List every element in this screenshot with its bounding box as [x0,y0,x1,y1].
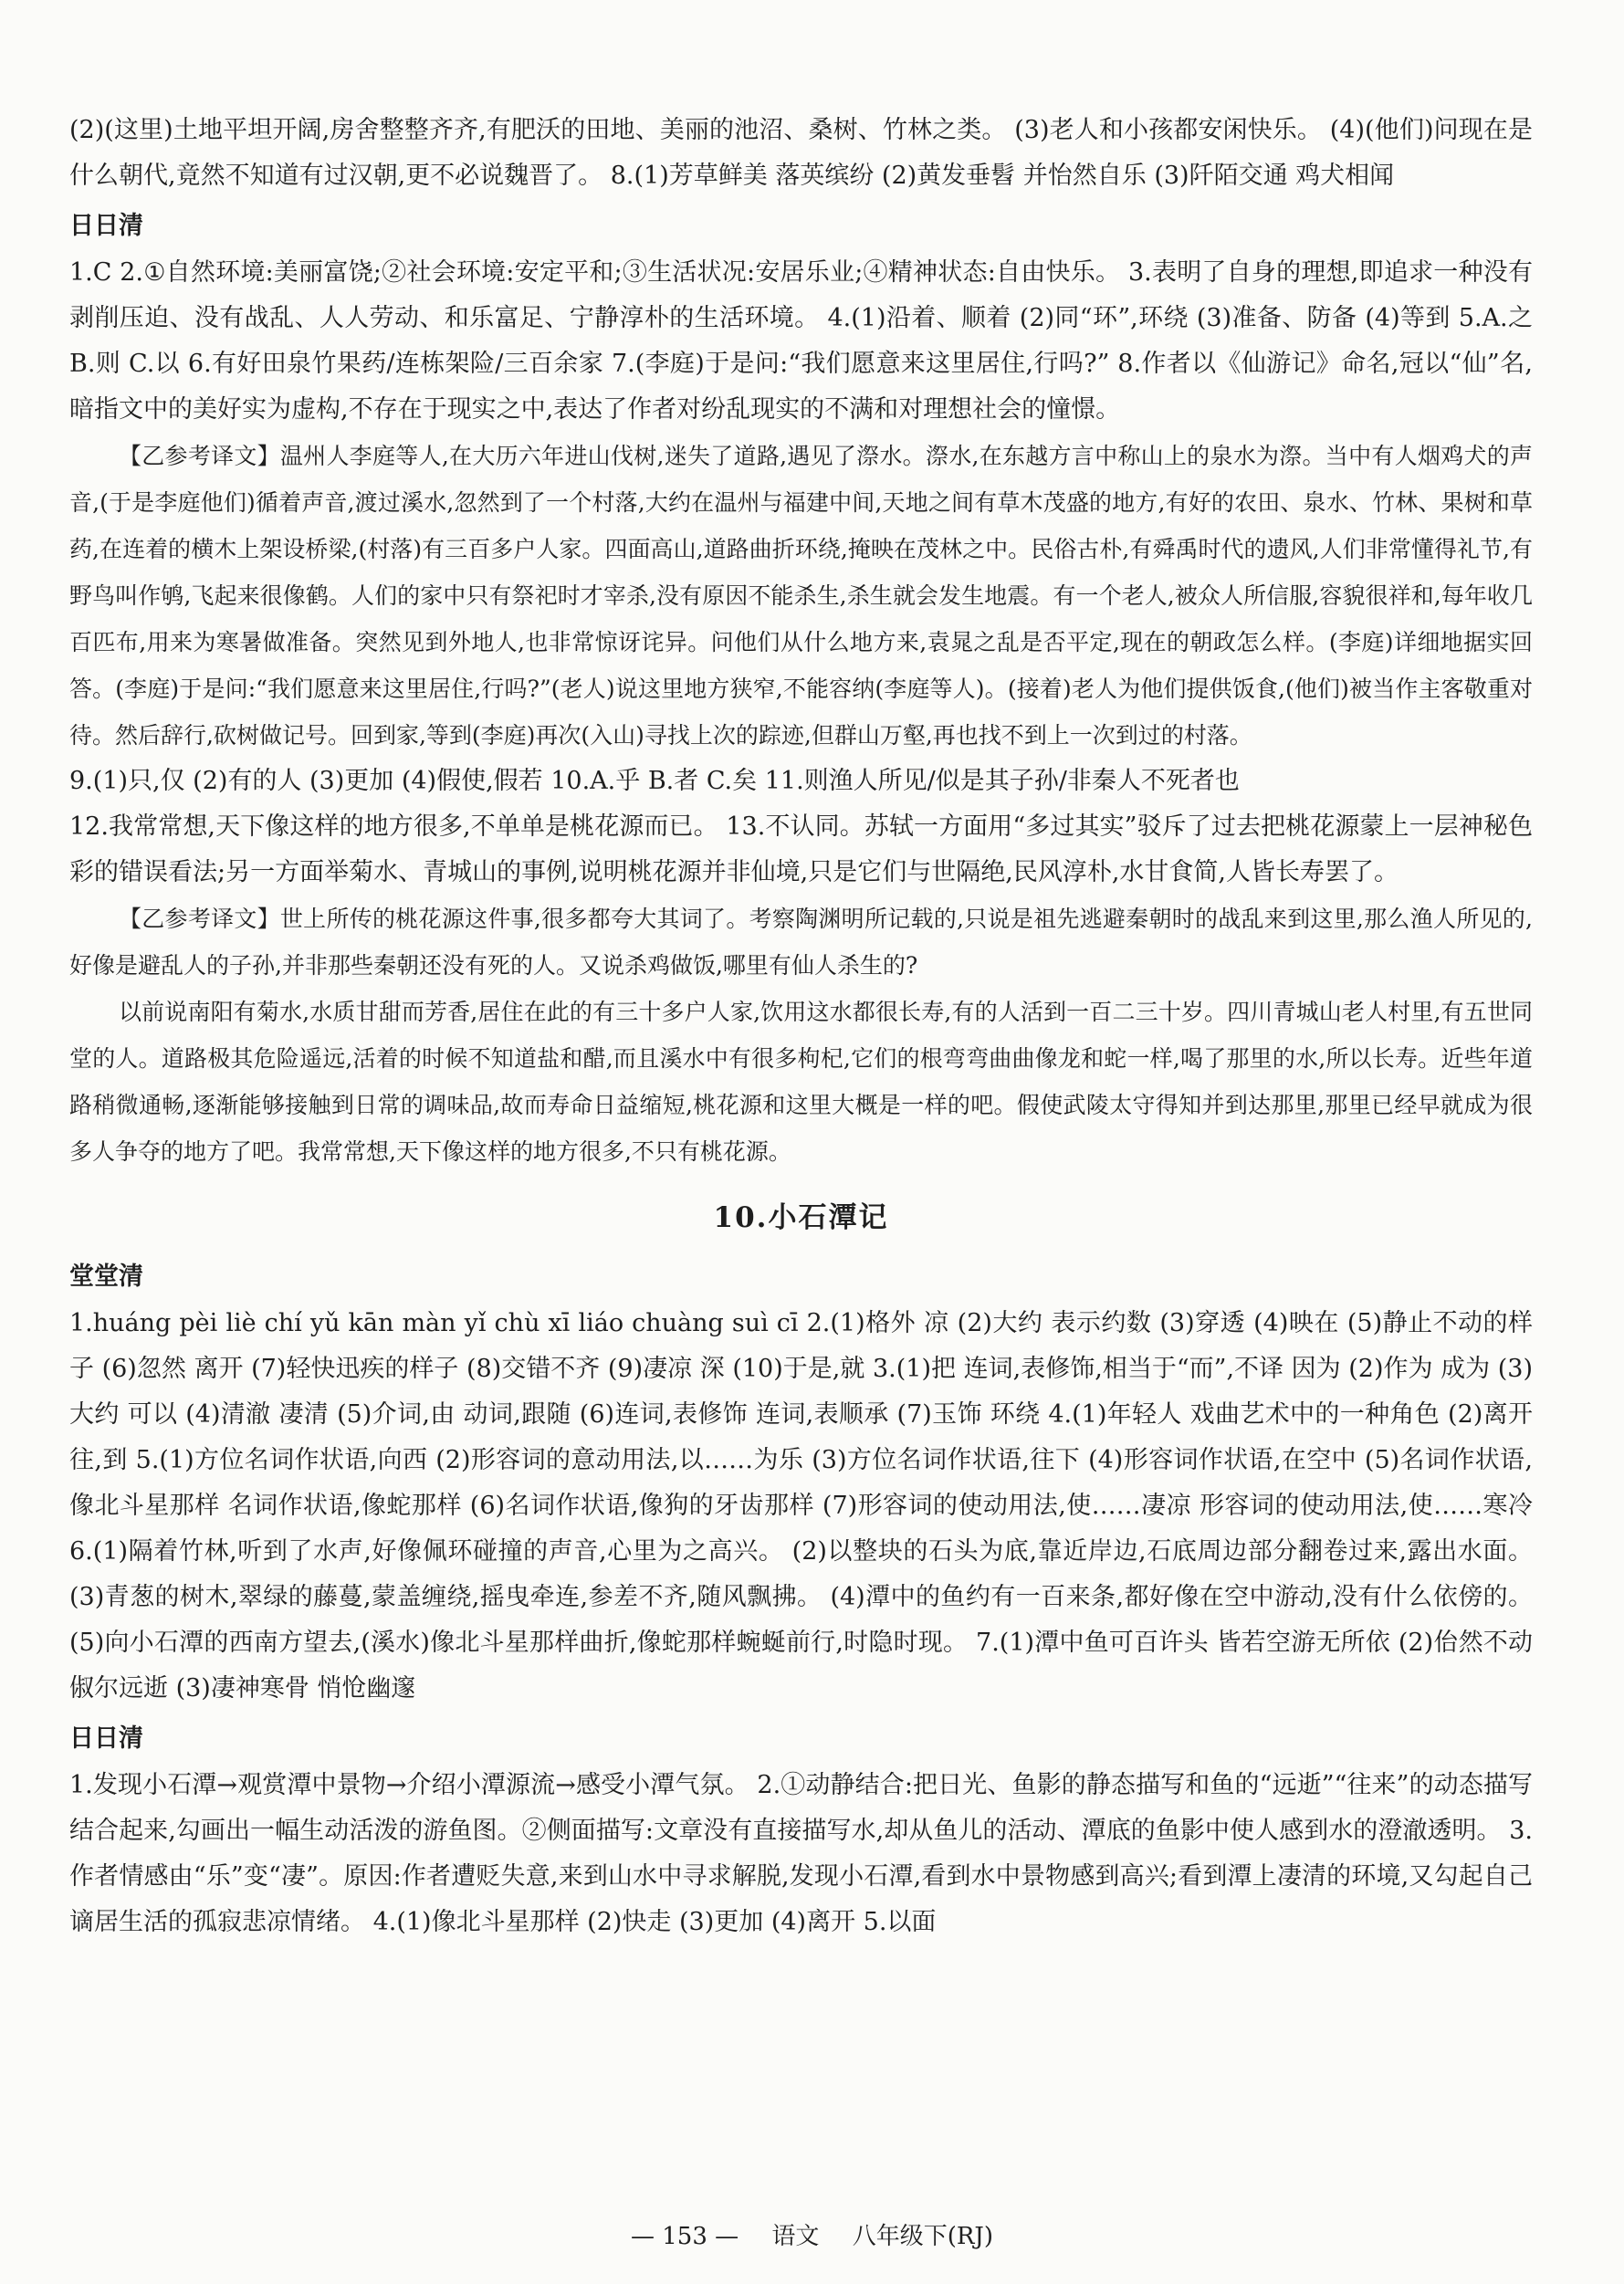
answer-paragraph: (2)(这里)土地平坦开阔,房舍整整齐齐,有肥沃的田地、美丽的池沼、桑树、竹林之类。 (3)老人和小孩都安闲快乐。 (4)(他们)问现在是什么朝代,竟然不知道有过汉朝,更不必说魏晋了。 8.(1)芳草鲜美 落英缤纷 (2)黄发垂髫 并怡然自乐 (3)阡陌交通 鸡犬相闻 [69,116,1533,190]
translation-paragraph: 以前说南阳有菊水,水质甘甜而芳香,居住在此的有三十多户人家,饮用这水都很长寿,有的人活到一百二三十岁。四川青城山老人村里,有五世同堂的人。道路极其危险遥远,活着的时候不知道盐和醋,而且溪水中有很多枸杞,它们的根弯弯曲曲像龙和蛇一样,喝了那里的水,所以长寿。近些年道路稍微通畅,逐渐能够接触到日常的调味品,故而寿命日益缩短,桃花源和这里大概是一样的吧。假使武陵太守得知并到达那里,那里已经早就成为很多人争夺的地方了吧。我常常想,天下像这样的地方很多,不只有桃花源。 [69,999,1533,1165]
rirqing-section-2 [69,1719,1533,1945]
answer-paragraph: 9.(1)只,仅 (2)有的人 (3)更加 (4)假使,假若 10.A.乎 B.者 C.矣 11.则渔人所见/似是其子孙/非秦人不死者也 [69,767,1240,795]
page-footer [0,2218,1624,2255]
section-heading: 日日清 [69,212,143,240]
tangtangqing-section [69,1257,1533,1712]
taohuayuan-continued [69,108,1533,199]
answer-paragraph: 12.我常常想,天下像这样的地方很多,不单单是桃花源而已。 13.不认同。苏轼一方面用“多过其实”驳斥了过去把桃花源蒙上一层神秘色彩的错误看法;另一方面举菊水、青城山的事例,说明桃花源并非仙境,只是它们与世隔绝,民风淳朴,水甘食简,人皆长寿罢了。 [69,812,1533,886]
translation-paragraph: 【乙参考译文】温州人李庭等人,在大历六年进山伐树,迷失了道路,遇见了漈水。漈水,在东越方言中称山上的泉水为漈。当中有人烟鸡犬的声音,(于是李庭他们)循着声音,渡过溪水,忽然到了一个村落,大约在温州与福建中间,天地之间有草木茂盛的地方,有好的农田、泉水、竹林、果树和草药,在连着的横木上架设桥梁,(村落)有三百多户人家。四面高山,道路曲折环绕,掩映在茂林之中。民俗古朴,有舜禹时代的遗风,人们非常懂得礼节,有野鸟叫作鸲,飞起来很像鹤。人们的家中只有祭祀时才宰杀,没有原因不能杀生,杀生就会发生地震。有一个老人,被众人所信服,容貌很祥和,每年收几百匹布,用来为寒暑做准备。突然见到外地人,也非常惊讶诧异。问他们从什么地方来,袁晁之乱是否平定,现在的朝政怎么样。(李庭)详细地据实回答。(李庭)于是问:“我们愿意来这里居住,行吗?”(老人)说这里地方狭窄,不能容纳(李庭等人)。(接着)老人为他们提供饭食,(他们)被当作主客敬重对待。然后辞行,砍树做记号。回到家,等到(李庭)再次(入山)寻找上次的踪迹,但群山万壑,再也找不到上一次到过的村落。 [69,443,1533,749]
subject-label: 语文 [771,2223,820,2250]
section-heading: 日日清 [69,1724,143,1753]
lesson-title: 10.小石潭记 [713,1201,889,1234]
page-number: — 153 — [631,2223,739,2250]
rirqing-section-1 [69,206,1533,1175]
answer-paragraph: 1.C 2.①自然环境:美丽富饶;②社会环境:安定平和;③生活状况:安居乐业;④精神状态:自由快乐。 3.表明了自身的理想,即追求一种没有剥削压迫、没有战乱、人人劳动、和乐富足、宁静淳朴的生活环境。 4.(1)沿着、顺着 (2)同“环”,环绕 (3)准备、防备 (4)等到 5.A.之 B.则 C.以 6.有好田泉竹果药/连栋架险/三百余家 7.(李庭)于是问:“我们愿意来这里居住,行吗?” 8.作者以《仙游记》命名,冠以“仙”名,暗指文中的美好实为虚构,不存在于现实之中,表达了作者对纷乱现实的不满和对理想社会的憧憬。 [69,258,1533,424]
grade-label: 八年级下(RJ) [852,2223,993,2250]
section-heading: 堂堂清 [69,1262,143,1291]
translation-paragraph: 【乙参考译文】世上所传的桃花源这件事,很多都夸大其词了。考察陶渊明所记载的,只说是祖先逃避秦朝时的战乱来到这里,那么渔人所见的,好像是避乱人的子孙,并非那些秦朝还没有死的人。又说杀鸡做饭,哪里有仙人杀生的? [69,906,1533,979]
answer-paragraph: 1.发现小石潭→观赏潭中景物→介绍小潭源流→感受小潭气氛。 2.①动静结合:把日光、鱼影的静态描写和鱼的“远逝”“往来”的动态描写结合起来,勾画出一幅生动活泼的游鱼图。②侧面描写:文章没有直接描写水,却从鱼儿的活动、潭底的鱼影中使人感到水的澄澈透明。 3.作者情感由“乐”变“凄”。原因:作者遭贬失意,来到山水中寻求解脱,发现小石潭,看到水中景物感到高兴;看到潭上凄清的环境,又勾起自己谪居生活的孤寂悲凉情绪。 4.(1)像北斗星那样 (2)快走 (3)更加 (4)离开 5.以面 [69,1771,1533,1936]
answer-paragraph: 1.huáng pèi liè chí yǔ kān màn yǐ chù xī liáo chuàng suì cī 2.(1)格外 凉 (2)大约 表示约数 (3)穿透 (4)映在 (5)静止不动的样子 (6)忽然 离开 (7)轻快迅疾的样子 (8)交错不齐 (9)凄凉 深 (10)于是,就 3.(1)把 连词,表修饰,相当于“而”,不译 因为 (2)作为 成为 (3)大约 可以 (4)清澈 凄清 (5)介词,由 动词,跟随 (6)连词,表修饰 连词,表顺承 (7)玉饰 环绕 4.(1)年轻人 戏曲艺术中的一种角色 (2)离开 往,到 5.(1)方位名词作状语,向西 (2)形容词的意动用法,以……为乐 (3)方位名词作状语,往下 (4)形容词作状语,在空中 (5)名词作状语,像北斗星那样 名词作状语,像蛇那样 (6)名词作状语,像狗的牙齿那样 (7)形容词的使动用法,使……凄凉 形容词的使动用法,使……寒冷 6.(1)隔着竹林,听到了水声,好像佩环碰撞的声音,心里为之高兴。 (2)以整块的石头为底,靠近岸边,石底周边部分翻卷过来,露出水面。 (3)青葱的树木,翠绿的藤蔓,蒙盖缠绕,摇曳牵连,参差不齐,随风飘拂。 (4)潭中的鱼约有一百来条,都好像在空中游动,没有什么依傍的。 (5)向小石潭的西南方望去,(溪水)像北斗星那样曲折,像蛇那样蜿蜒前行,时隐时现。 7.(1)潭中鱼可百许头 皆若空游无所依 (2)佁然不动 俶尔远逝 (3)凄神寒骨 悄怆幽邃 [69,1309,1533,1703]
